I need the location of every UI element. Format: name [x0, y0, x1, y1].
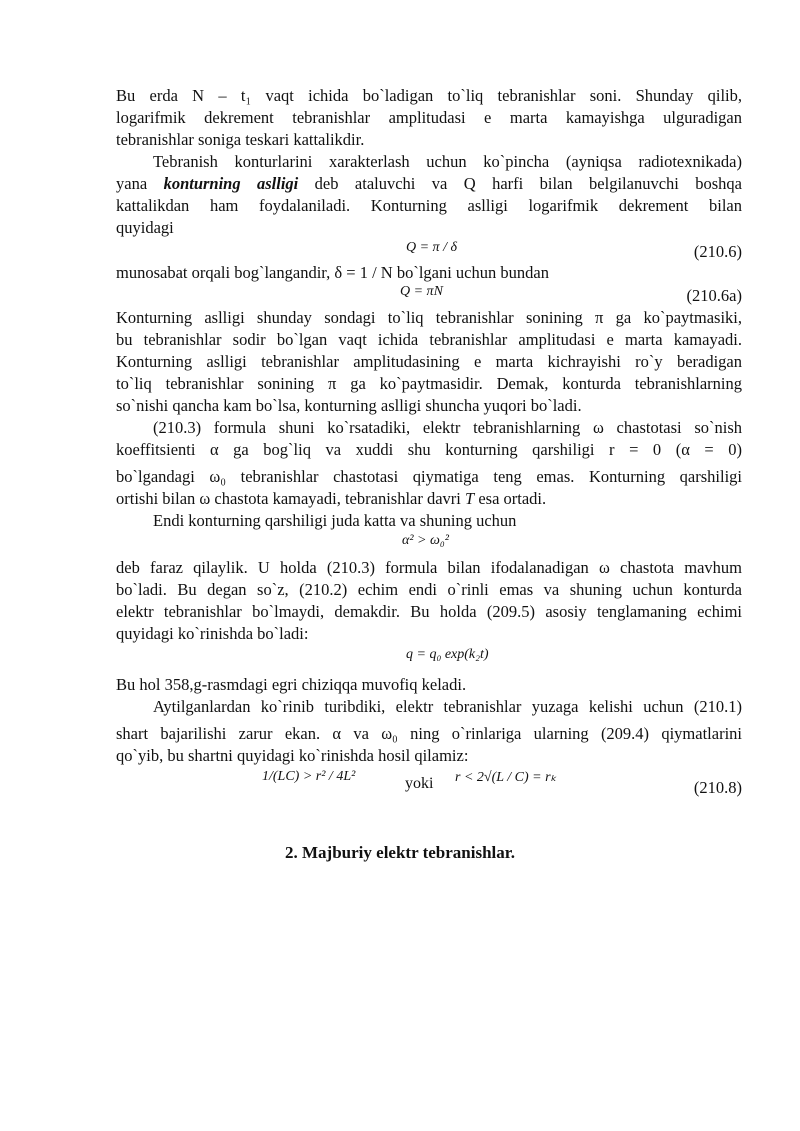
- text-fragment: ortishi bilan ω chastota kamayadi, tebranishlar davri: [116, 489, 466, 508]
- formula-inequality: α² > ω₀²: [402, 533, 449, 548]
- equation-number: (210.6a): [686, 286, 742, 305]
- formula-210-6: Q = π / δ: [406, 240, 457, 255]
- text-line: Bu hol 358,g-rasmdagi egri chiziqqa muvofiq keladi.: [116, 675, 467, 694]
- text-line: tebranishlar soniga teskari kattalikdir.: [116, 130, 365, 149]
- formula-connector: yoki: [405, 775, 434, 792]
- text-line: koeffitsienti α ga bog`liq va xuddi shu konturning qarshiligi r = 0 (α = 0): [116, 440, 742, 459]
- text-line: to`liq tebranishlar sonining π ga ko`paytmasidir. Demak, konturda tebranishlarning: [116, 374, 742, 393]
- formula-condition-left: 1/(LC) > r² / 4L²: [262, 769, 356, 784]
- text-fragment: esa ortadi.: [474, 489, 547, 508]
- text-line: deb faraz qilaylik. U holda (210.3) formula bilan ifodalanadigan ω chastota mavhum: [116, 558, 742, 577]
- formula-210-6a: Q = πN: [400, 284, 443, 299]
- text-fragment: deb ataluvchi va Q harfi bilan belgilanuvchi boshqa: [298, 174, 742, 193]
- text-line: elektr tebranishlar bo`lmaydi, demakdir. Bu holda (209.5) asosiy tenglamaning echimi: [116, 602, 742, 621]
- text-line: bo`ladi. Bu degan so`z, (210.2) echim endi o`rinli emas va shuning uchun konturda: [116, 580, 742, 599]
- text-line: shart bajarilishi zarur ekan. α va ω₀ ning o`rinlariga ularning (209.4) qiymatlarini: [116, 724, 742, 743]
- section-heading: 2. Majburiy elektr tebranishlar.: [285, 843, 515, 862]
- text-line: bo`lgandagi ω₀ tebranishlar chastotasi qiymatiga teng emas. Konturning qarshiligi: [116, 467, 742, 486]
- symbol-T: T: [465, 489, 475, 508]
- paragraph-start: Aytilganlardan ko`rinib turibdiki, elektr tebranishlar yuzaga kelishi uchun (210.1): [153, 697, 742, 716]
- text-line: [116, 488, 742, 510]
- text-line: Konturning aslligi tebranishlar amplitudasining e marta kichrayishi ro`y beradigan: [116, 352, 742, 371]
- paragraph-start: Tebranish konturlarini xarakterlash uchun ko`pincha (ayniqsa radiotexnikada): [153, 152, 742, 171]
- equation-number: (210.6): [693, 242, 742, 261]
- paragraph-start: Endi konturning qarshiligi juda katta va shuning uchun: [153, 511, 517, 530]
- text-line: quyidagi ko`rinishda bo`ladi:: [116, 624, 309, 643]
- text-line: qo`yib, bu shartni quyidagi ko`rinishda hosil qilamiz:: [116, 746, 469, 765]
- text-fragment: yana: [116, 174, 164, 193]
- paragraph-start: (210.3) formula shuni ko`rsatadiki, elektr tebranishlarning ω chastotasi so`nish: [153, 418, 742, 437]
- text-line: logarifmik dekrement tebranishlar amplitudasi e marta kamayishga ulguradigan: [116, 108, 742, 127]
- formula-condition-right: r < 2√(L / C) = rₖ: [455, 770, 557, 785]
- equation-number: (210.8): [693, 778, 742, 797]
- text-line: munosabat orqali bog`langandir, δ = 1 / N bo`lgani uchun bundan: [116, 263, 549, 282]
- text-line: kattalikdan ham foydalaniladi. Konturning aslligi logarifmik dekrement bilan: [116, 196, 742, 215]
- text-line: Konturning aslligi shunday sondagi to`liq tebranishlar sonining π ga ko`paytmasiki,: [116, 308, 742, 327]
- formula-solution: q = q₀ exp(k₂t): [406, 647, 489, 662]
- text-line: Bu erda N – t₁ vaqt ichida bo`ladigan to`liq tebranishlar soni. Shunday qilib,: [116, 86, 742, 105]
- text-line: quyidagi: [116, 218, 174, 237]
- text-line: bu tebranishlar sodir bo`lgan vaqt ichida tebranishlar amplitudasi e marta kamayadi.: [116, 330, 742, 349]
- text-line: [116, 173, 742, 195]
- term-emphasis: konturning aslligi: [163, 174, 299, 193]
- text-line: so`nishi qancha kam bo`lsa, konturning aslligi shuncha yuqori bo`ladi.: [116, 396, 582, 415]
